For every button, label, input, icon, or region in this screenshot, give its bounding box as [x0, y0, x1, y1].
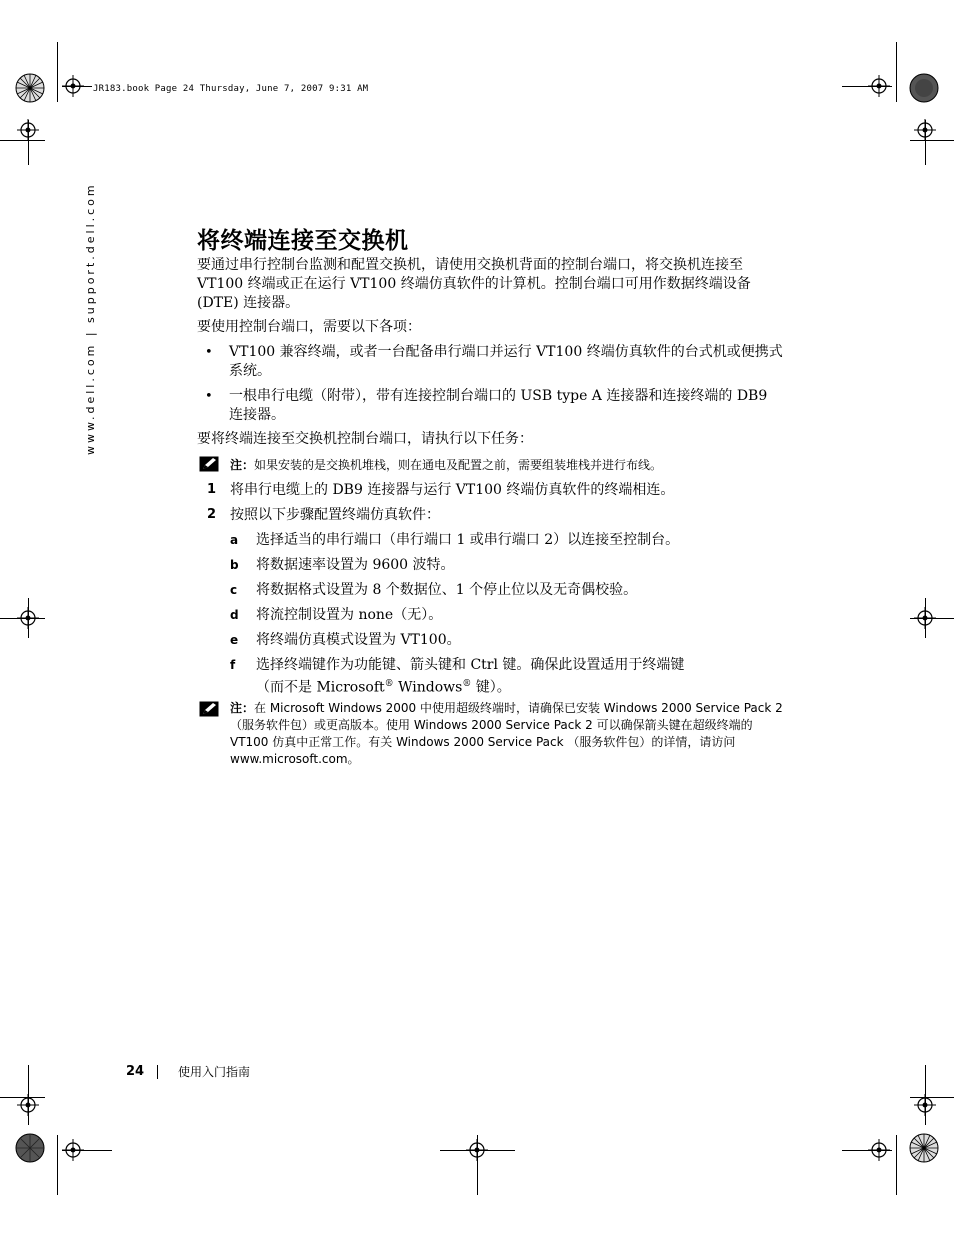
- note-line: VT100 仿真中正常工作。有关 Windows 2000 Service Pack （服务软件包）的详情，请访问: [230, 735, 736, 749]
- registration-mark-icon: [466, 1139, 488, 1161]
- registration-mark-icon: [868, 1139, 890, 1161]
- note-pencil-icon: [199, 456, 219, 472]
- substep-letter: b: [230, 558, 239, 572]
- substep-letter: d: [230, 608, 239, 622]
- side-url: www.dell.com | support.dell.com: [84, 182, 97, 455]
- substep-item: [230, 656, 820, 696]
- substep-letter: f: [230, 658, 236, 672]
- bullet-text: [229, 343, 819, 381]
- registration-mark-icon: [868, 75, 890, 97]
- note-2: [230, 700, 815, 768]
- note-line: （服务软件包）或更高版本。使用 Windows 2000 Service Pack 2 可以确保箭头键在超级终端的: [230, 718, 753, 732]
- registration-mark-icon: [62, 75, 84, 97]
- note-pencil-icon: [199, 701, 219, 717]
- substep-text: 选择适当的串行端口（串行端口 1 或串行端口 2）以连接至控制台。: [256, 532, 680, 548]
- color-rosette-icon: [15, 1133, 45, 1163]
- step-number: 1: [207, 482, 217, 497]
- substep-letter: e: [230, 633, 239, 647]
- registration-mark-icon: [914, 1094, 936, 1116]
- intro-paragraph: [197, 256, 817, 313]
- substep-line: [256, 675, 684, 698]
- color-rosette-icon: [15, 73, 45, 103]
- bullet-line: 系统。: [229, 363, 271, 379]
- bullet-line: VT100 兼容终端，或者一台配备串行端口并运行 VT100 终端仿真软件的台式机或便携式: [229, 344, 783, 360]
- substep-letter: c: [230, 583, 238, 597]
- registration-mark-icon: [62, 1139, 84, 1161]
- note-label: 注：: [230, 701, 255, 715]
- note-text: 在 Microsoft Windows 2000 中使用超级终端时，请确保已安装 Windows 2000 Service Pack 2: [254, 701, 783, 715]
- bullet-line: 连接器。: [229, 407, 285, 423]
- color-rosette-icon: [909, 1133, 939, 1163]
- intro-line: VT100 终端或正在运行 VT100 终端仿真软件的计算机。控制台端口可用作数据终端设备: [197, 276, 751, 292]
- step-text: 将串行电缆上的 DB9 连接器与运行 VT100 终端仿真软件的终端相连。: [230, 482, 675, 498]
- registered-mark: ®: [462, 679, 472, 689]
- bullet-line: 一根串行电缆（附带），带有连接控制台端口的 USB type A 连接器和连接终端的 DB9: [229, 388, 768, 404]
- page-number: 24: [126, 1064, 145, 1079]
- crop-mark: [896, 42, 897, 102]
- crop-mark: [57, 1135, 58, 1195]
- substep-fragment: （而不是 Microsoft: [256, 679, 385, 696]
- substep-text: [256, 656, 684, 698]
- substep-text: 将数据速率设置为 9600 波特。: [256, 557, 455, 573]
- bullet-text: [229, 387, 819, 425]
- step-number: 2: [207, 507, 217, 522]
- step-text: 按照以下步骤配置终端仿真软件：: [230, 507, 440, 523]
- note-text: 如果安装的是交换机堆栈，则在通电及配置之前，需要组装堆栈并进行布线。: [254, 458, 663, 472]
- footer-title: 使用入门指南: [178, 1065, 251, 1079]
- bullet-icon: •: [205, 389, 213, 404]
- list-item: [205, 343, 817, 383]
- registration-mark-icon: [914, 119, 936, 141]
- intro-line: 要通过串行控制台监测和配置交换机，请使用交换机背面的控制台端口，将交换机连接至: [197, 257, 743, 273]
- note-line: www.microsoft.com。: [230, 752, 360, 766]
- footer-divider: [157, 1065, 158, 1079]
- print-header: JR183.book Page 24 Thursday, June 7, 2007 9:31 AM: [93, 84, 369, 94]
- substep-text: 将流控制设置为 none（无）。: [256, 607, 443, 623]
- note-1: [230, 457, 815, 474]
- tasks-lead: 要将终端连接至交换机控制台端口，请执行以下任务：: [197, 431, 533, 447]
- list-item: [205, 387, 817, 427]
- registration-mark-icon: [17, 607, 39, 629]
- requirements-lead: 要使用控制台端口，需要以下各项：: [197, 319, 421, 335]
- substep-fragment: 键）。: [471, 679, 511, 696]
- crop-mark: [896, 1135, 897, 1195]
- note-line: [230, 700, 815, 717]
- registration-mark-icon: [17, 1094, 39, 1116]
- substep-letter: a: [230, 533, 239, 547]
- page-title: 将终端连接至交换机: [197, 228, 409, 254]
- registration-mark-icon: [17, 119, 39, 141]
- crop-mark: [57, 42, 58, 102]
- note-label: 注：: [230, 458, 255, 472]
- substep-fragment: Windows: [393, 679, 463, 696]
- registration-mark-icon: [914, 607, 936, 629]
- color-rosette-icon: [909, 73, 939, 103]
- intro-line: (DTE) 连接器。: [197, 295, 300, 311]
- substep-text: 将数据格式设置为 8 个数据位、1 个停止位以及无奇偶校验。: [256, 582, 638, 598]
- substep-text: 将终端仿真模式设置为 VT100。: [256, 632, 461, 648]
- bullet-icon: •: [205, 345, 213, 360]
- registered-mark: ®: [384, 679, 394, 689]
- substep-line: 选择终端键作为功能键、箭头键和 Ctrl 键。确保此设置适用于终端键: [256, 657, 685, 673]
